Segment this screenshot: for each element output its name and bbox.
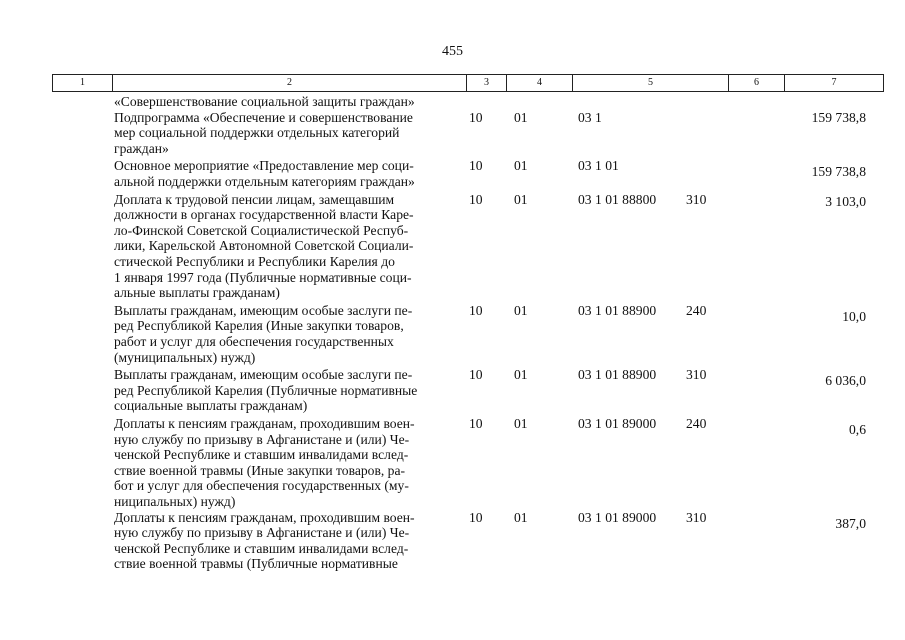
- row-description: [114, 110, 459, 157]
- row-description: [114, 367, 459, 414]
- cell-c5: 03 1 01 88800: [578, 191, 657, 207]
- header-col-3: 3: [467, 75, 507, 91]
- description-line: Основное мероприятие «Предоставление мер соци-: [114, 158, 414, 174]
- cell-c4: 01: [514, 509, 528, 525]
- cell-c3: 10: [469, 415, 483, 431]
- table-row: [0, 303, 905, 367]
- table-row: [0, 192, 905, 303]
- table-row: [0, 94, 905, 110]
- description-line: мер социальной поддержки отдельных категорий: [114, 125, 400, 141]
- description-line: ло-Финской Советской Социалистической Респуб-: [114, 222, 409, 238]
- description-line: граждан»: [114, 140, 169, 156]
- row-description: [114, 94, 459, 110]
- cell-c3: 10: [469, 109, 483, 125]
- cell-c7: 387,0: [835, 515, 866, 531]
- cell-c6: 240: [686, 302, 707, 318]
- cell-c5: 03 1 01 88900: [578, 367, 657, 383]
- description-line: ченской Республике и ставшим инвалидами вслед-: [114, 447, 409, 463]
- description-line: Доплаты к пенсиям гражданам, проходившим воен-: [114, 509, 415, 525]
- description-line: альные выплаты гражданам): [114, 285, 280, 301]
- header-col-5: 5: [573, 75, 729, 91]
- description-line: лики, Карельской Автономной Советской Социали-: [114, 238, 414, 254]
- row-description: [114, 416, 459, 510]
- table-row: [0, 158, 905, 191]
- description-line: ствие военной травмы (Иные закупки товаров, ра-: [114, 462, 406, 478]
- description-line: ствие военной травмы (Публичные нормативные: [114, 556, 398, 572]
- row-description: [114, 510, 459, 572]
- cell-c4: 01: [514, 191, 528, 207]
- description-line: Подпрограмма «Обеспечение и совершенствование: [114, 109, 413, 125]
- description-line: бот и услуг для обеспечения государственных (му-: [114, 478, 409, 494]
- header-col-7: 7: [831, 77, 837, 88]
- cell-c3: 10: [469, 367, 483, 383]
- header-col-6: 6: [729, 75, 785, 91]
- cell-c7: 0,6: [849, 421, 866, 437]
- table-header: [52, 74, 884, 92]
- description-line: ную службу по призыву в Афганистане и (или) Че-: [114, 525, 410, 541]
- table-row: [0, 367, 905, 416]
- description-line: альной поддержки отдельным категориям граждан»: [114, 173, 415, 189]
- cell-c3: 10: [469, 302, 483, 318]
- description-line: ред Республикой Карелия (Иные закупки товаров,: [114, 318, 404, 334]
- cell-c5: 03 1 01 88900: [578, 302, 657, 318]
- description-line: Выплаты гражданам, имеющим особые заслуги пе-: [114, 367, 413, 383]
- description-line: должности в органах государственной власти Каре-: [114, 207, 414, 223]
- description-line: Доплаты к пенсиям гражданам, проходившим воен-: [114, 415, 415, 431]
- cell-c4: 01: [514, 109, 528, 125]
- row-description: [114, 158, 459, 189]
- description-line: работ и услуг для обеспечения государственных: [114, 333, 394, 349]
- table-body: [0, 94, 905, 572]
- header-col-2: 2: [113, 75, 467, 91]
- description-line: 1 января 1997 года (Публичные нормативные соци-: [114, 269, 412, 285]
- description-line: ную службу по призыву в Афганистане и (или) Че-: [114, 431, 410, 447]
- cell-c7: 6 036,0: [825, 373, 866, 389]
- cell-c6: 310: [686, 191, 707, 207]
- cell-c3: 10: [469, 158, 483, 174]
- cell-c7: 3 103,0: [825, 193, 866, 209]
- description-line: ниципальных) нужд): [114, 493, 236, 509]
- cell-c5: 03 1 01: [578, 158, 619, 174]
- row-description: [114, 303, 459, 365]
- cell-c6: 310: [686, 509, 707, 525]
- row-description: [114, 192, 459, 301]
- table-row: [0, 416, 905, 510]
- description-line: стической Республики и Республики Карелия до: [114, 253, 395, 269]
- cell-c5: 03 1: [578, 109, 602, 125]
- cell-c3: 10: [469, 509, 483, 525]
- cell-c3: 10: [469, 191, 483, 207]
- cell-c5: 03 1 01 89000: [578, 509, 657, 525]
- cell-c7: 159 738,8: [811, 109, 866, 125]
- description-line: (муниципальных) нужд): [114, 349, 256, 365]
- cell-c4: 01: [514, 302, 528, 318]
- cell-c4: 01: [514, 415, 528, 431]
- cell-c5: 03 1 01 89000: [578, 415, 657, 431]
- cell-c7: 10,0: [842, 308, 866, 324]
- description-line: ред Республикой Карелия (Публичные нормативные: [114, 382, 418, 398]
- description-line: Доплата к трудовой пенсии лицам, замещавшим: [114, 191, 395, 207]
- header-col-4: 4: [507, 75, 573, 91]
- description-line: социальные выплаты гражданам): [114, 398, 308, 414]
- description-line: Выплаты гражданам, имеющим особые заслуги пе-: [114, 302, 413, 318]
- table-row: [0, 110, 905, 159]
- cell-c6: 310: [686, 367, 707, 383]
- page-number: 455: [442, 44, 463, 59]
- cell-c7: 159 738,8: [811, 164, 866, 180]
- header-col-1: 1: [53, 75, 113, 91]
- cell-c4: 01: [514, 367, 528, 383]
- table-row: [0, 510, 905, 572]
- cell-c6: 240: [686, 415, 707, 431]
- cell-c4: 01: [514, 158, 528, 174]
- description-line: ченской Республике и ставшим инвалидами вслед-: [114, 540, 409, 556]
- description-line: «Совершенствование социальной защиты граждан»: [114, 94, 415, 109]
